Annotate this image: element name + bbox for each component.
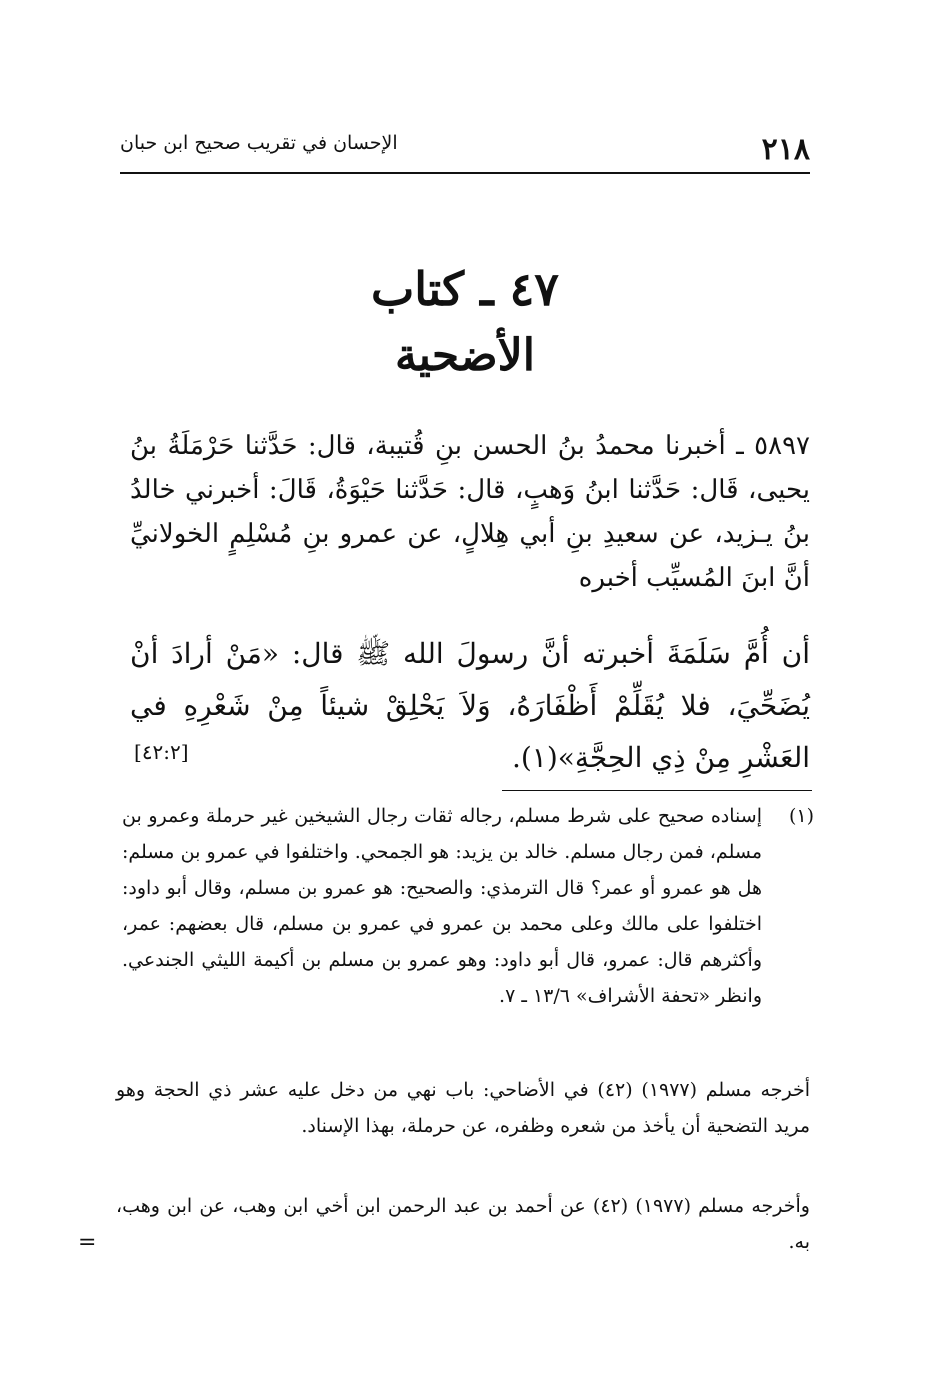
page-number: ٢١٨: [761, 132, 810, 167]
footnote-rule: [502, 790, 812, 791]
running-title: الإحسان في تقريب صحيح ابن حبان: [120, 132, 398, 154]
hadith-reference: [٤٢:٢]: [134, 740, 189, 764]
footnote-3: وأخرجه مسلم (١٩٧٧) (٤٢) عن أحمد بن عبد الرحمن ابن أخي ابن وهب، عن ابن وهب، به.: [116, 1195, 810, 1253]
hadith-isnad: ٥٨٩٧ ـ أخبرنا محمدُ بنُ الحسن بنِ قُتيبة، قال: حَدَّثنا حَرْمَلَةُ بنُ يحيى، قَال: حَدَّثنا ابنُ وَهبٍ، قال: حَدَّثنا حَيْوَةُ، قَالَ: أخبرني خالدُ بنُ يـزيد، عن سعيدِ بنِ أبي هِلالٍ، عن عمرو بنِ مُسْلِمٍ الخولانيِّ أنَّ ابنَ المُسيِّب أخبره: [130, 431, 810, 593]
chapter-number: ٤٧ ـ كتاب: [370, 262, 560, 316]
header-rule: [120, 172, 810, 174]
footnote-2: أخرجه مسلم (١٩٧٧) (٤٢) في الأضاحي: باب نهي من دخل عليه عشر ذي الحجة وهو مريد التضحية أن يأخذ من شعره وظفره، عن حرملة، بهذا الإسناد.: [116, 1079, 810, 1137]
footnote-number: (١): [788, 805, 814, 827]
hadith-matn: أن أُمَّ سَلَمَةَ أخبرته أنَّ رسولَ الله ﷺ قال: «مَنْ أرادَ أنْ يُضَحِّيَ، فلا يُقَلِّمْ أَظْفَارَهُ، وَلاَ يَحْلِقْ شيئاً مِنْ شَعْرِهِ في العَشْرِ مِنْ ذِي الحِجَّةِ»(١).: [130, 637, 810, 774]
page-header: [120, 120, 810, 174]
chapter-title: الأضحية: [395, 330, 535, 381]
footnote-1: إسناده صحيح على شرط مسلم، رجاله ثقات رجال الشيخين غير حرملة وعمرو بن مسلم، فمن رجال مسلم. خالد بن يزيد: هو الجمحي. واختلفوا في عمرو بن مسلم: هل هو عمرو أو عمر؟ قال الترمذي: والصحيح: هو عمرو بن مسلم، وقال أبو داود: اختلفوا على مالك وعلى محمد بن عمرو في عمرو بن مسلم، قال بعضهم: عمر، وأكثرهم قال: عمرو، قال أبو داود: وهو عمرو بن مسلم بن أكيمة الليثي الجندعي. وانظر «تحفة الأشراف» ١٣/٦ ـ ٧.: [122, 805, 762, 1007]
continuation-mark: =: [78, 1230, 97, 1255]
